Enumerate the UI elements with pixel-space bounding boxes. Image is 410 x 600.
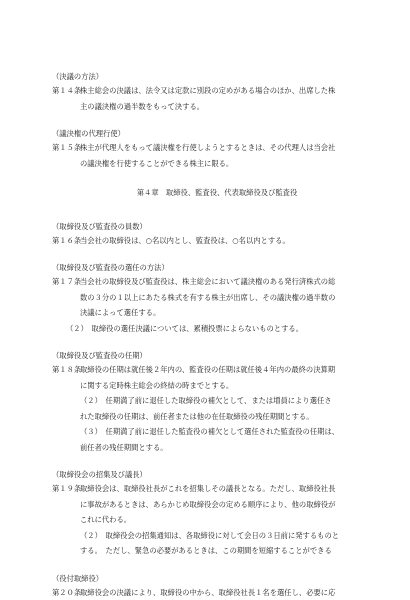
section-heading-board: （取締役会の招集及び議長） <box>52 470 147 480</box>
article-18-paragraph-3: （３） 任期満了前に退任した監査役の補欠として選任された監査役の任期は、 前任者の残任期間とする。 <box>80 427 340 452</box>
article-text: 当会社の取締役及び監査役は、株主総会において議決権のある発行済株式の総 数の３分の１以上にあたる株式を有する株主が出席し、その議決権の過半数の 決議によって選任する。 <box>80 277 336 318</box>
article-number: 第１８条 <box>52 365 82 375</box>
article-text: 株主総会の決議は、法令又は定款に別段の定めがある場合のほか、出席した株 主の議決権の過半数をもって決する。 <box>80 86 336 111</box>
section-heading-number: （取締役及び監査役の員数） <box>52 221 147 231</box>
document-body <box>52 71 382 600</box>
section-heading-resolution: （決議の方法） <box>52 72 104 81</box>
section-heading-election: （取締役及び監査役の選任の方法） <box>52 263 169 273</box>
article-text: 取締役の任期は就任後２年内の、監査役の任期は就任後４年内の最終の決算期 に関する定時株主総会の終結の時までとする。 <box>80 365 336 390</box>
section-heading-officers: （役付取締役） <box>52 573 104 583</box>
article-text: 当会社の取締役は、○名以内とし、監査役は、○名以内とする。 <box>80 235 290 245</box>
article-number: 第１６条 <box>52 235 82 245</box>
article-19-paragraph-2: （２） 取締役会の招集通知は、各取締役に対して会日の３日前に発するものと する。 ただし、緊急の必要があるときは、この期間を短縮することができる <box>80 530 340 556</box>
article-17-paragraph-2: （２） 取締役の選任決議については、累積投票によらないものとする。 <box>66 323 303 333</box>
article-16 <box>52 233 382 249</box>
section-heading-term: （取締役及び監査役の任期） <box>52 351 147 361</box>
article-18-paragraph-2: （２） 任期満了前に退任した取締役の補欠として、または増員により選任さ れた取締役の任期は、前任者または他の在任取締役の残任期間とする。 <box>80 396 332 421</box>
chapter-4-title: 第４章 取締役、監査役、代表取締役及び監査役 <box>136 188 298 198</box>
article-number: 第２０条 <box>52 587 82 597</box>
article-text: 株主が代理人をもって議決権を行使しようとするときは、その代理人は当会社 の議決権を行使することができる株主に限る。 <box>80 143 336 168</box>
article-number: 第１５条 <box>52 143 82 152</box>
section-heading-proxy: （議決権の代理行使） <box>52 129 125 138</box>
article-19 <box>52 481 382 528</box>
article-number: 第１４条 <box>52 86 82 95</box>
article-17 <box>52 274 382 321</box>
article-text: 取締役会の決議により、取締役の中から、取締役社長１名を選任し、必要に応 <box>80 587 336 597</box>
article-text: 取締役会は、取締役社長がこれを招集しその議長となる。ただし、取締役社長 に事故があるときは、あらかじめ取締役会の定める順序により、他の取締役が これに代わる。 <box>80 484 336 525</box>
article-20 <box>52 585 382 600</box>
article-14 <box>52 83 382 114</box>
article-18 <box>52 362 382 393</box>
article-15 <box>52 140 382 171</box>
article-number: 第１９条 <box>52 484 82 494</box>
article-number: 第１７条 <box>52 277 82 287</box>
